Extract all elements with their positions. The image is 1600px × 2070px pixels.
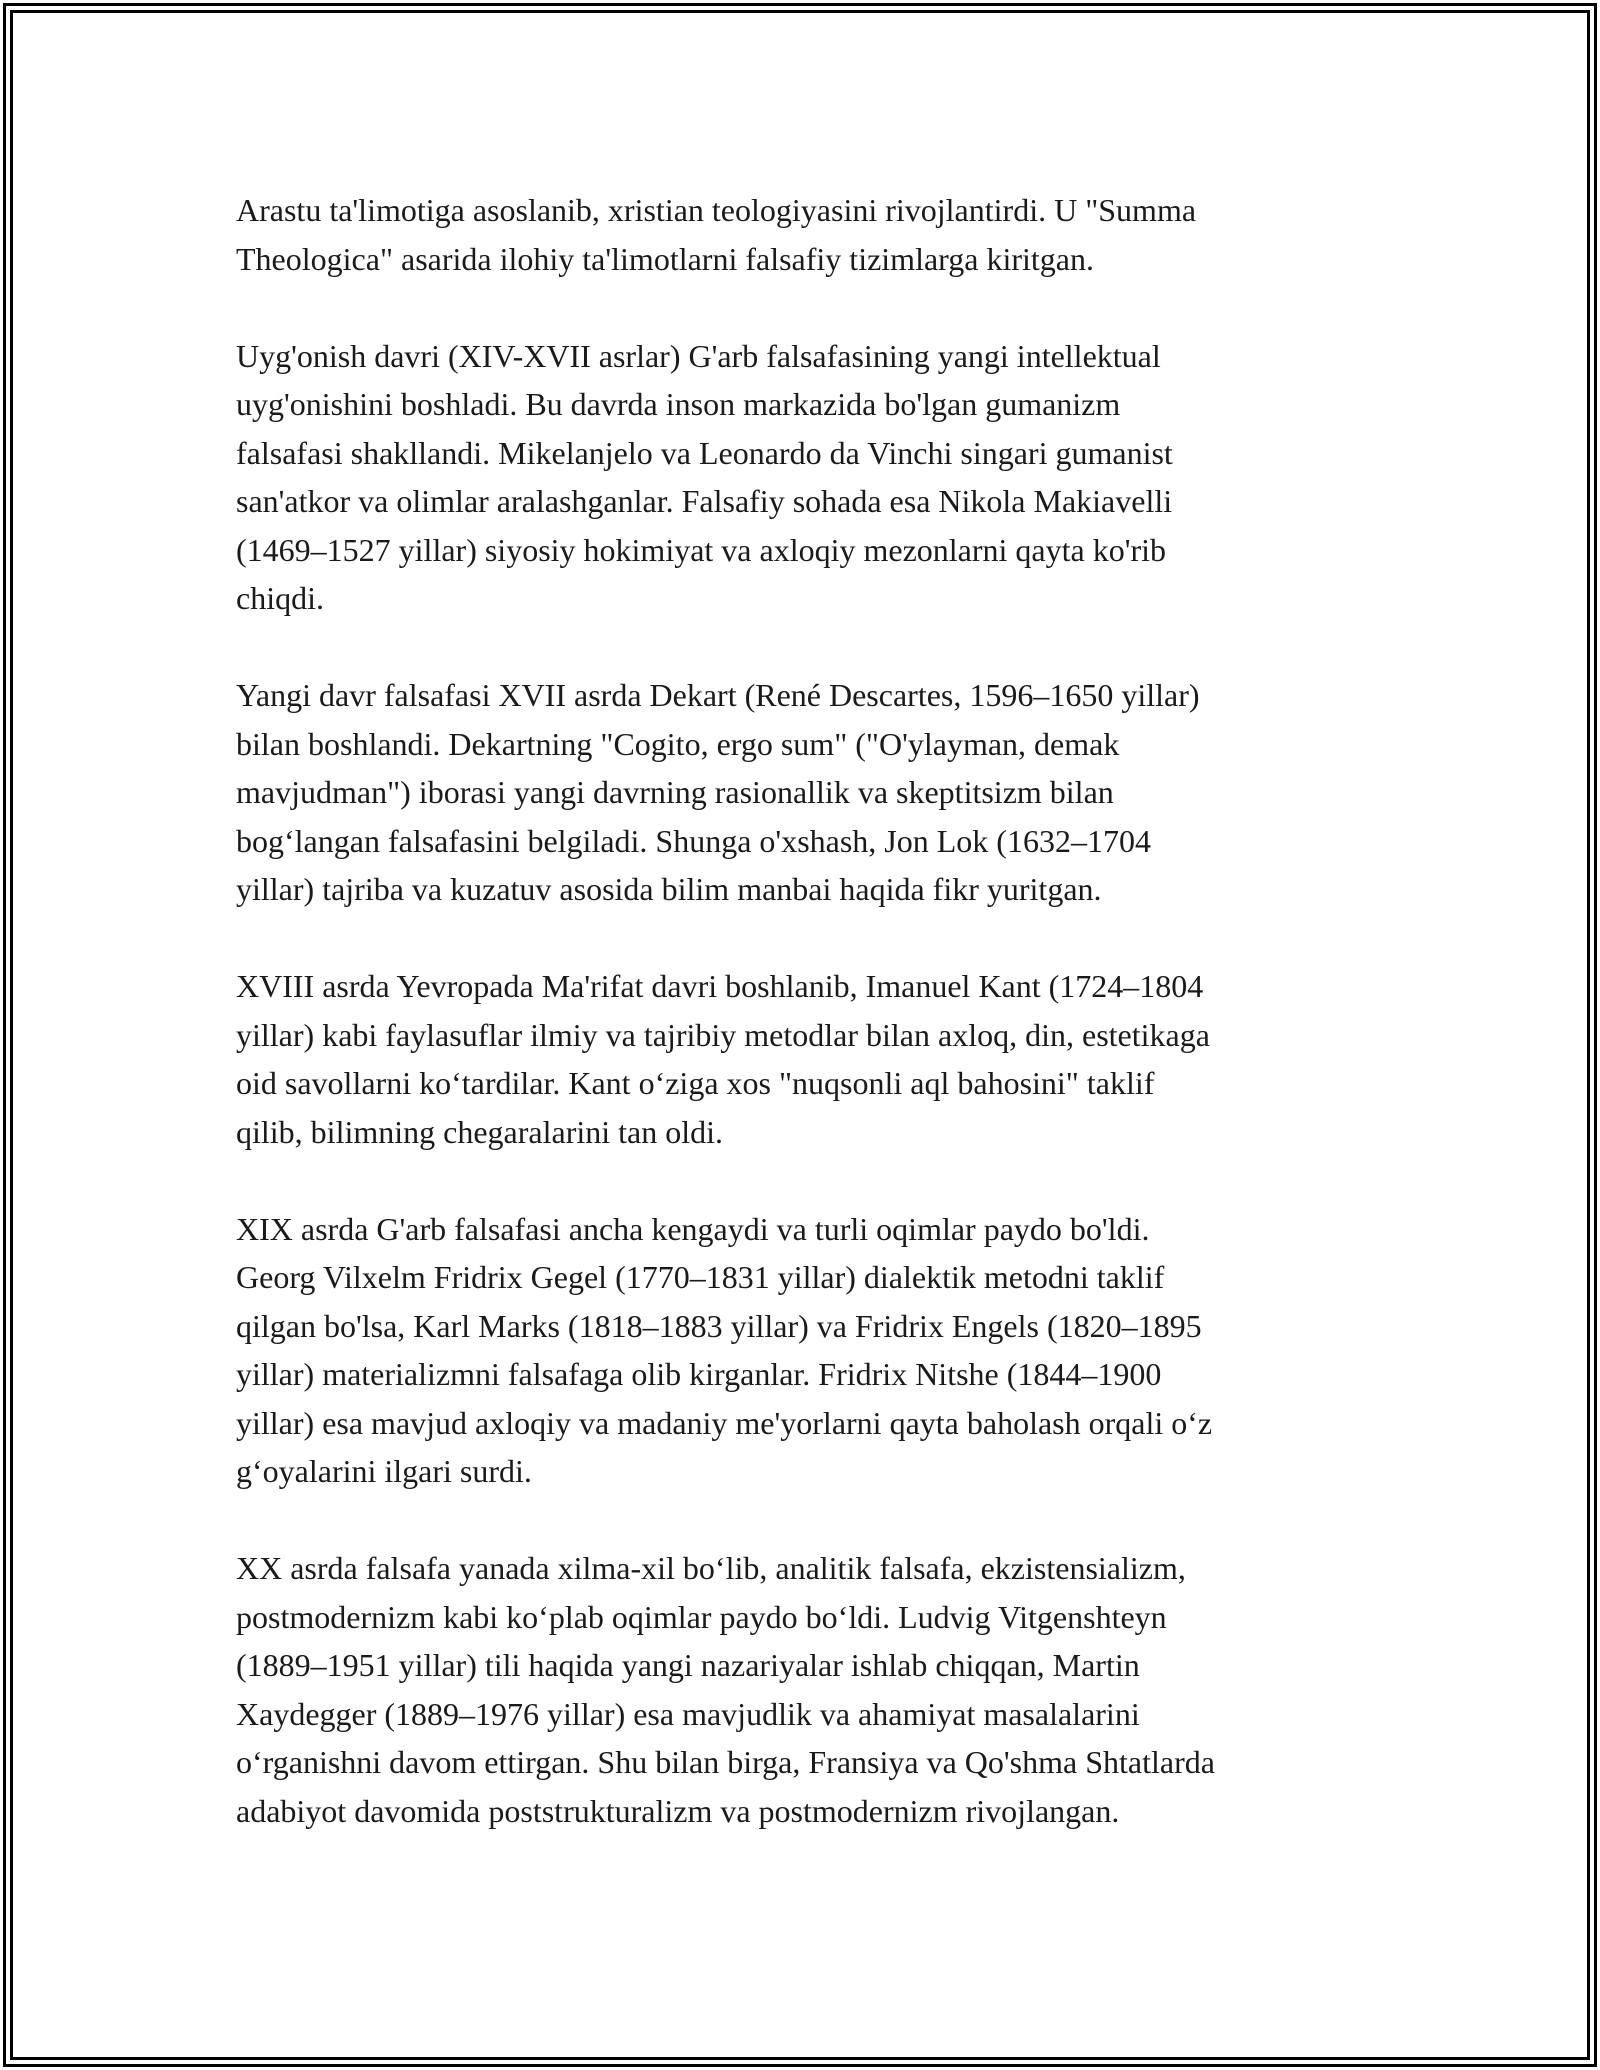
- text-line: o‘rganishni davom ettirgan. Shu bilan birga, Fransiya va Qo'shma Shtatlarda: [236, 1744, 1215, 1780]
- paragraph-enlightenment: [236, 962, 1386, 1156]
- text-line: Yangi davr falsafasi XVII asrda Dekart (René Descartes, 1596–1650 yillar): [236, 677, 1200, 713]
- text-line: yillar) esa mavjud axloqiy va madaniy me'yorlarni qayta baholash orqali o‘z: [236, 1404, 1213, 1441]
- text-line: uyg'onishini boshladi. Bu davrda inson markazida bo'lgan gumanizm: [236, 386, 1121, 422]
- text-line: adabiyot davomida poststrukturalizm va postmodernizm rivojlangan.: [236, 1792, 1120, 1829]
- text-line: qilgan bo'lsa, Karl Marks (1818–1883 yillar) va Fridrix Engels (1820–1895: [236, 1307, 1202, 1344]
- paragraph-twentieth-century: [236, 1544, 1386, 1835]
- text-line: oid savollarni ko‘tardilar. Kant o‘ziga xos "nuqsonli aql bahosini" taklif: [236, 1065, 1155, 1101]
- paragraph-modern-era: [236, 671, 1386, 914]
- text-line: bog‘langan falsafasini belgiladi. Shunga o'xshash, Jon Lok (1632–1704: [236, 822, 1151, 859]
- text-line: yillar) materializmni falsafaga olib kirganlar. Fridrix Nitshe (1844–1900: [236, 1356, 1162, 1392]
- text-line: Georg Vilxelm Fridrix Gegel (1770–1831 yillar) dialektik metodni taklif: [236, 1259, 1165, 1295]
- text-line: g‘oyalarini ilgari surdi.: [236, 1453, 532, 1489]
- text-line: yillar) tajriba va kuzatuv asosida bilim manbai haqida fikr yuritgan.: [236, 871, 1102, 907]
- text-line: mavjudman") iborasi yangi davrning rasionallik va skeptitsizm bilan: [236, 774, 1114, 810]
- text-line: XVIII asrda Yevropada Ma'rifat davri boshlanib, Imanuel Kant (1724–1804: [236, 968, 1204, 1004]
- paragraph-aquinas: [236, 186, 1386, 283]
- text-line: (1889–1951 yillar) tili haqida yangi nazariyalar ishlab chiqqan, Martin: [236, 1647, 1140, 1683]
- text-line: bilan boshlandi. Dekartning "Cogito, ergo sum" ("O'ylayman, demak: [236, 725, 1120, 762]
- text-line: falsafasi shakllandi. Mikelanjelo va Leonardo da Vinchi singari gumanist: [236, 434, 1173, 471]
- text-line: XIX asrda G'arb falsafasi ancha kengaydi va turli oqimlar paydo bo'ldi.: [236, 1210, 1150, 1247]
- text-line: XX asrda falsafa yanada xilma-xil bo‘lib, analitik falsafa, ekzistensializm,: [236, 1550, 1186, 1586]
- paragraph-renaissance: [236, 332, 1386, 623]
- text-line: postmodernizm kabi ko‘plab oqimlar paydo bo‘ldi. Ludvig Vitgenshteyn: [236, 1598, 1167, 1635]
- text-line: san'atkor va olimlar aralashganlar. Falsafiy sohada esa Nikola Makiavelli: [236, 483, 1173, 519]
- document-body: [236, 186, 1386, 1884]
- paragraph-nineteenth-century: [236, 1205, 1386, 1496]
- text-line: qilib, bilimning chegaralarini tan oldi.: [236, 1113, 723, 1150]
- text-line: Uyg'onish davri (XIV-XVII asrlar) G'arb falsafasining yangi intellektual: [236, 337, 1161, 374]
- text-line: chiqdi.: [236, 580, 324, 616]
- text-line: yillar) kabi faylasuflar ilmiy va tajribiy metodlar bilan axloq, din, estetikaga: [236, 1016, 1210, 1053]
- text-line: Arastu ta'limotiga asoslanib, xristian teologiyasini rivojlantirdi. U "Summa: [236, 192, 1197, 228]
- text-line: Xaydegger (1889–1976 yillar) esa mavjudlik va ahamiyat masalalarini: [236, 1695, 1140, 1732]
- text-line: (1469–1527 yillar) siyosiy hokimiyat va axloqiy mezonlarni qayta ko'rib: [236, 531, 1167, 568]
- text-line: Theologica" asarida ilohiy ta'limotlarni falsafiy tizimlarga kiritgan.: [236, 240, 1094, 277]
